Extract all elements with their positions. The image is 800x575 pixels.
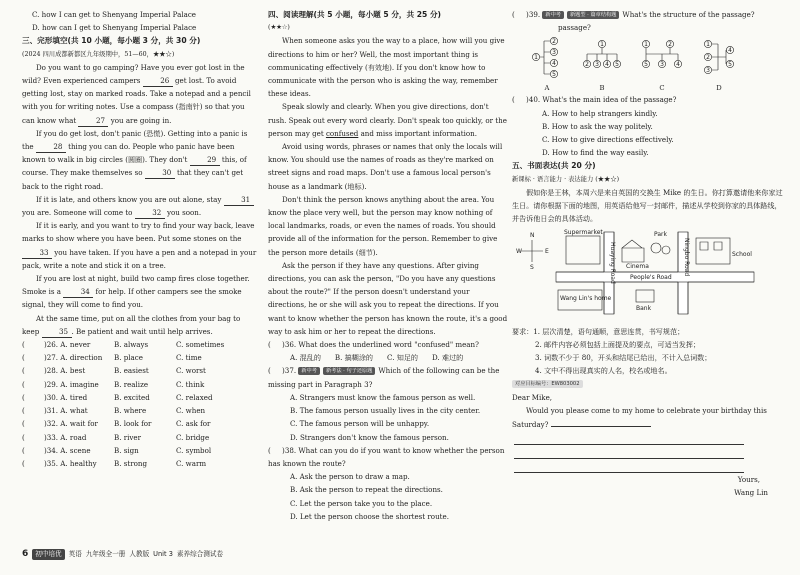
difficulty-stars: (★★☆) [268, 24, 290, 32]
cinema-building [622, 240, 644, 262]
choice-a: )27. A. direction [44, 353, 103, 363]
cloze-para-2: If you do get lost, don't panic (恐慌). Getting into a panic is the 28 thing you can do. People who panic have been known to walk in big circles (圆圈). They don't 29 this, of course. They make themselves so 30 that they can't get back to the right road. [22, 128, 248, 191]
choice-c: C. ask for [176, 419, 211, 429]
cloze-para-3: If it is late, and others know you are out alone, stay 31 you are. Someone will come to 32 you soon. [22, 193, 257, 219]
svg-text:4: 4 [676, 61, 680, 69]
cloze-blank[interactable]: 33 [22, 247, 52, 259]
reading-para-2: Speak slowly and clearly. When you give directions, don't rush. Speak out every word clearly. Don't speak too quickly, or the person may get confused and miss important information. [268, 102, 507, 138]
choice-c: C. bridge [176, 432, 210, 442]
reading-para-5: Ask the person if they have any questions. After giving directions, you can ask the person, "Do you have any questions about the route?" If the person doesn't understand your directions, he or she will ask you to repeat the directions. If you want to know whether the person has known the route, it's a good way to ask him or her to repeat the directions. [268, 260, 508, 336]
reading-para-1: When someone asks you the way to a place, how will you give directions to him or her? Well, the most important thing is communicating effectively (有效地). If you don't know how to communicate with the person who is asking the way, remember these ideas. [268, 36, 505, 99]
letter-opening: Would you please come to my home to celebrate your birthday this Saturday? [512, 405, 767, 430]
q38-option-b: B. Ask the person to repeat the directions. [290, 485, 443, 495]
choice-c: C. worst [176, 366, 206, 376]
question-36: ( )36. What does the underlined word "confused" mean? [268, 340, 479, 350]
footer-unit: Unit 3 [153, 550, 173, 558]
cloze-blank[interactable]: 31 [224, 194, 254, 206]
underlined-word: confused [325, 128, 359, 138]
peoples-road-label: People's Road [630, 274, 672, 282]
svg-text:2: 2 [552, 38, 556, 46]
svg-text:5: 5 [615, 61, 619, 69]
q38-option-a: A. Ask the person to draw a map. [290, 472, 410, 482]
choice-b: B. strong [114, 458, 147, 468]
tree-c-diagram [640, 36, 684, 80]
section-5-title: 五、书面表达(共 20 分) [512, 161, 596, 171]
q40-option-b: B. How to ask the way politely. [542, 121, 653, 131]
q39-stem-cont: passage? [558, 23, 591, 33]
tree-b-diagram [582, 36, 622, 80]
page-footer [22, 549, 223, 560]
answer-bracket[interactable]: ( [22, 458, 25, 468]
choice-b: B. look for [114, 419, 152, 429]
choice-c: C. think [176, 379, 205, 389]
choice-row [22, 457, 257, 470]
choice-a: )34. A. scene [44, 445, 91, 455]
choice-b: B. sign [114, 445, 139, 455]
cloze-blank[interactable]: 35 [42, 326, 72, 338]
writing-task: 假如你是王林，本周六是来自英国的交换生 Mike 的生日。你打算邀请他来你家过生日。请你根据下面的地图，用英语给他写一封邮件，描述从学校到你家的具体路线，并告诉他日会的具体活动。 [512, 187, 783, 224]
answer-bracket[interactable]: ( [22, 379, 25, 389]
svg-text:E: E [545, 248, 549, 256]
cloze-para-4: If it is early, and you want to try to find your way back, leave marks to show where you have been. Put some stones on the 33 you have taken. If you have a pen and a notepad in your pack, write a note and stick it on a tree. [22, 221, 257, 270]
option-c: C. how I can get to Shenyang Imperial Palace [32, 10, 196, 19]
q37-option-b: B. The famous person usually lives in the city center. [290, 406, 481, 416]
q36-options: A. 混乱的 B. 搞糊涂的 C. 知足的 D. 难过的 [290, 353, 464, 363]
reading-para-4: Don't think the person knows anything about the area. You know the place very well, but the person may know nothing of local landmarks, roads, or even the names of roads. You should provide all of the information for the person. Remember to give the person more details (细节). [268, 194, 498, 257]
choice-b: B. easiest [114, 366, 149, 376]
choice-row [22, 404, 257, 417]
choice-b: B. river [114, 432, 141, 442]
svg-text:3: 3 [660, 61, 664, 69]
svg-text:S: S [530, 264, 534, 272]
svg-text:1: 1 [706, 41, 710, 49]
choice-a: )29. A. imagine [44, 379, 99, 389]
writing-line[interactable] [551, 417, 651, 427]
letter-signature: Wang Lin [734, 488, 768, 498]
footer-subject: 英语 [68, 550, 82, 558]
choice-c: C. relaxed [176, 392, 213, 402]
svg-text:4: 4 [605, 61, 609, 69]
footer-test: 素养综合测试卷 [176, 550, 224, 558]
choice-b: B. excited [114, 392, 150, 402]
supermarket-building [566, 236, 600, 264]
question-40: ( )40. What's the main idea of the passage? [512, 95, 677, 105]
q40-option-a: A. How to help strangers kindly. [542, 108, 658, 118]
svg-text:5: 5 [552, 71, 556, 79]
answer-bracket[interactable]: ( [22, 353, 25, 363]
tree-a-diagram [530, 36, 564, 80]
choice-row [22, 391, 257, 404]
q38-option-d: D. Let the person choose the shortest route. [290, 511, 449, 521]
svg-text:3: 3 [552, 49, 556, 57]
page-number: 6 [22, 549, 29, 559]
column-1 [22, 8, 257, 470]
home-label: Wang Lin's home [560, 295, 612, 303]
svg-text:3: 3 [706, 67, 710, 75]
tree-option-d: 1 2 3 4 5 D [702, 36, 736, 93]
choice-a: )32. A. wait for [44, 419, 98, 429]
option-d: D. how can I get to Shenyang Imperial Palace [32, 23, 197, 33]
svg-text:4: 4 [728, 47, 732, 55]
answer-bracket[interactable]: ( [22, 392, 25, 402]
svg-text:2: 2 [706, 54, 710, 62]
street-map [518, 228, 758, 316]
answer-bracket[interactable]: ( [22, 340, 25, 350]
section-3-title: 三、完形填空(共 10 小题，每小题 3 分，共 30 分) [22, 36, 201, 46]
svg-text:2: 2 [585, 61, 589, 69]
choice-a: )31. A. what [44, 406, 88, 416]
requirement-4: 4. 文中不得出现真实的人名，校名或地名。 [535, 366, 672, 376]
column-3 [512, 8, 784, 500]
tree-option-b: 1 2 3 4 5 B [582, 36, 622, 93]
svg-text:4: 4 [552, 60, 556, 68]
writing-line[interactable] [514, 459, 744, 473]
school-label: School [732, 251, 752, 259]
choice-a: )28. A. best [44, 366, 86, 376]
answer-bracket[interactable]: ( [22, 445, 25, 455]
footer-grade: 九年级全一册 [85, 550, 126, 558]
answer-bracket[interactable]: ( [22, 366, 25, 376]
cloze-para-6: At the same time, put on all the clothes from your bag to keep 35 . Be patient and wait until help arrives. [22, 313, 241, 336]
footer-brand: 初中培优 [32, 549, 64, 560]
q37-option-a: A. Strangers must know the famous person as well. [290, 392, 476, 402]
choice-a: )35. A. healthy [44, 458, 97, 468]
choice-row [22, 351, 257, 364]
choice-a: )30. A. tired [44, 392, 88, 402]
choice-c: C. when [176, 406, 206, 416]
q40-option-c: C. How to give directions effectively. [542, 135, 674, 145]
choice-row [22, 444, 257, 457]
bank-label: Bank [636, 305, 652, 313]
ref-number: 对应目标编号：EW803002 [512, 377, 784, 390]
park-tree-icon [651, 243, 661, 253]
q37-option-c: C. The famous person will be unhappy. [290, 419, 430, 429]
writing-tag-line: 新课标 · 语言能力 · 表达能力 (★★☆) [512, 175, 620, 183]
route-map [518, 228, 784, 320]
letter-closing: Yours, [737, 475, 760, 485]
svg-text:1: 1 [644, 41, 648, 49]
cinema-label: Cinema [626, 263, 649, 271]
cloze-blank[interactable]: 27 [78, 115, 108, 127]
cloze-blank[interactable]: 26 [143, 75, 173, 87]
huaying-road-label: Huaying Road [609, 242, 616, 285]
q38-option-c: C. Let the person take you to the place. [290, 498, 433, 508]
choice-row [22, 431, 257, 444]
section-4-title: 四、阅读理解(共 5 小题，每小题 5 分，共 25 分) [268, 10, 442, 19]
requirement-3: 3. 词数不少于 80，开头和结尾已给出，不计入总词数； [535, 353, 712, 363]
q37-option-d: D. Strangers don't know the famous person. [290, 432, 449, 442]
svg-text:N: N [530, 232, 535, 240]
writing-line[interactable] [514, 431, 744, 445]
choice-row [22, 338, 257, 351]
cloze-choices [22, 338, 257, 470]
choice-a: )26. A. never [44, 340, 91, 350]
svg-text:3: 3 [595, 61, 599, 69]
svg-text:5: 5 [644, 61, 648, 69]
cloze-blank[interactable]: 32 [135, 207, 165, 219]
tree-d-diagram [702, 36, 736, 80]
answer-bracket[interactable]: ( [22, 419, 25, 429]
choice-b: B. always [114, 340, 149, 350]
svg-text:W: W [516, 248, 522, 256]
question-38: ( )38. What can you do if you want to know whether the person has known the route? [268, 445, 505, 468]
q40-option-d: D. How to find the way easily. [542, 148, 649, 158]
salutation: Dear Mike, [512, 392, 553, 402]
ningbo-road-label: Ningbo Road [683, 238, 690, 277]
structure-options [512, 36, 784, 93]
supermarket-label: Supermarket [564, 229, 603, 237]
cloze-blank[interactable]: 34 [63, 286, 93, 298]
park-label: Park [654, 231, 667, 239]
column-2 [268, 8, 508, 523]
svg-text:1: 1 [534, 54, 538, 62]
writing-line[interactable] [514, 445, 744, 459]
question-37: ( )37. 新中考 新考法 · 句子还原题 Which of the following can be the missing part in Paragraph 3? [268, 366, 500, 389]
choice-b: B. place [114, 353, 143, 363]
answer-bracket[interactable]: ( [22, 406, 25, 416]
choice-a: )33. A. road [44, 432, 87, 442]
reading-para-3: Avoid using words, phrases or names that only the locals will know. You should use the names of roads as they're marked on street signs and road maps. Don't use a famous local person's house as a landmark (地标). [268, 142, 503, 191]
bank-building [636, 290, 654, 302]
source-note: (2024 四川成都新都区九年级期中，51—60，★★☆) [22, 50, 175, 58]
choice-b: B. where [114, 406, 147, 416]
choice-c: C. time [176, 353, 202, 363]
svg-text:1: 1 [600, 41, 604, 49]
svg-text:5: 5 [728, 61, 732, 69]
cloze-blank[interactable]: 29 [190, 154, 220, 166]
choice-b: B. realize [114, 379, 149, 389]
tree-option-a: 2 3 4 5 1 A [530, 36, 564, 93]
cloze-blank[interactable]: 28 [36, 141, 66, 153]
choice-row [22, 378, 257, 391]
requirement-2: 2. 邮件内容必须包括上面提及的要点，可适当发挥； [535, 339, 701, 349]
choice-c: C. warm [176, 458, 207, 468]
cloze-para-5: If you are lost at night, build two camp fires close together. Smoke is a 34 for help. If other campers see the smoke signal, they will come to find you. [22, 274, 250, 310]
choice-row [22, 364, 257, 377]
footer-edition: 人教版 [129, 550, 150, 558]
cloze-para-1: Do you want to go camping? Have you ever got lost in the wild? Even experienced campers 26 get lost. To avoid getting lost, stay on marked roads. Take a notepad and a pencil with you for writing notes. Use a compass (指南针) so that you can know what 27 you are going in. [22, 62, 251, 125]
answer-bracket[interactable]: ( [22, 432, 25, 442]
choice-row [22, 417, 257, 430]
choice-c: C. sometimes [176, 340, 225, 350]
tree-option-c: 1 2 3 4 5 C [640, 36, 684, 93]
svg-text:2: 2 [668, 41, 672, 49]
choice-c: C. symbol [176, 445, 212, 455]
requirement-1: 要求：1. 层次清楚，语句通顺，意思连贯，书写规范； [512, 326, 685, 336]
cloze-blank[interactable]: 30 [145, 167, 175, 179]
question-39: ( )39. 新中考 新题型 · 篇章结构题 What's the structure of the passage? [512, 10, 755, 19]
compass-icon [516, 232, 549, 271]
